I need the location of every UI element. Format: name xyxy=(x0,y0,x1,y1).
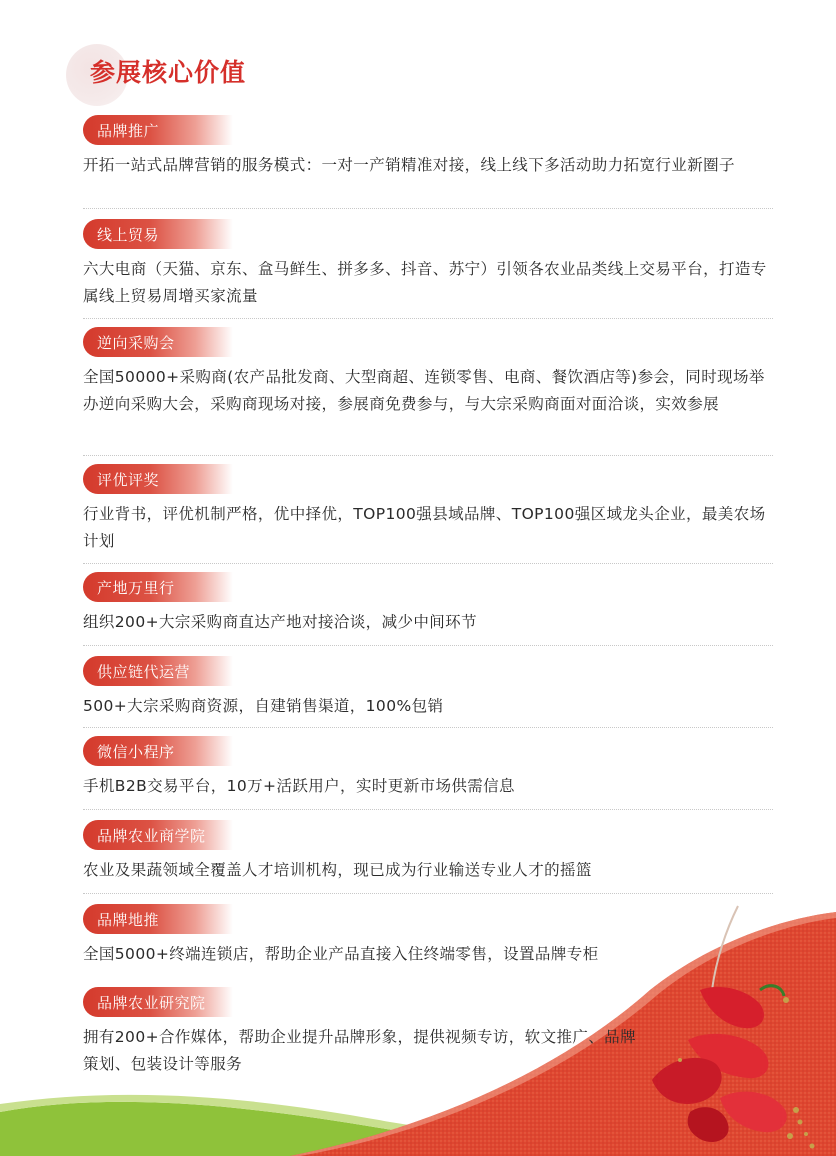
section-description: 全国5000+终端连锁店，帮助企业产品直接入住终端零售，设置品牌专柜 xyxy=(83,945,599,963)
section-brand-promotion xyxy=(83,115,773,179)
divider xyxy=(83,208,773,209)
section-tag xyxy=(83,656,233,686)
divider xyxy=(83,893,773,894)
section-tag-label: 逆向采购会 xyxy=(97,334,175,352)
section-online-trade xyxy=(83,219,773,310)
section-description: 手机B2B交易平台，10万+活跃用户，实时更新市场供需信息 xyxy=(83,777,515,795)
section-tag-label: 品牌推广 xyxy=(97,122,160,140)
section-tag xyxy=(83,987,233,1017)
divider xyxy=(83,809,773,810)
section-description: 500+大宗采购商资源，自建销售渠道，100%包销 xyxy=(83,697,444,715)
section-tag-label: 品牌农业研究院 xyxy=(97,994,206,1012)
section-tag-label: 品牌地推 xyxy=(97,911,160,929)
section-description: 行业背书，评优机制严格，优中择优，TOP100强县域品牌、TOP100强区域龙头企业，最美农场计划 xyxy=(83,505,766,550)
section-research-institute xyxy=(83,987,643,1078)
divider xyxy=(83,455,773,456)
divider xyxy=(83,727,773,728)
section-reverse-procurement xyxy=(83,327,773,418)
section-tag xyxy=(83,464,233,494)
section-tag-label: 评优评奖 xyxy=(97,471,160,489)
page-header xyxy=(66,44,326,108)
section-mini-program xyxy=(83,736,773,800)
section-tag xyxy=(83,904,233,934)
section-tag-label: 产地万里行 xyxy=(97,579,175,597)
divider xyxy=(83,563,773,564)
section-awards xyxy=(83,464,773,555)
section-description: 农业及果蔬领域全覆盖人才培训机构，现已成为行业输送专业人才的摇篮 xyxy=(83,861,592,879)
section-tag-label: 微信小程序 xyxy=(97,743,175,761)
section-tag xyxy=(83,219,233,249)
section-supply-chain xyxy=(83,656,773,720)
section-brand-ground-promotion xyxy=(83,904,773,968)
section-origin-tour xyxy=(83,572,773,636)
section-description: 六大电商（天猫、京东、盒马鲜生、拼多多、抖音、苏宁）引领各农业品类线上交易平台，打造专属线上贸易周增买家流量 xyxy=(83,260,767,305)
section-tag xyxy=(83,115,233,145)
section-tag-label: 品牌农业商学院 xyxy=(97,827,206,845)
divider xyxy=(83,318,773,319)
section-description: 组织200+大宗采购商直达产地对接洽谈，减少中间环节 xyxy=(83,613,477,631)
section-description: 开拓一站式品牌营销的服务模式：一对一产销精准对接，线上线下多活动助力拓宽行业新圈子 xyxy=(83,156,735,174)
section-tag xyxy=(83,327,233,357)
section-description: 拥有200+合作媒体，帮助企业提升品牌形象，提供视频专访，软文推广、品牌策划、包装设计等服务 xyxy=(83,1028,636,1073)
section-tag xyxy=(83,820,233,850)
section-tag-label: 线上贸易 xyxy=(97,226,160,244)
section-tag xyxy=(83,572,233,602)
section-tag xyxy=(83,736,233,766)
page-title: 参展核心价值 xyxy=(90,58,247,87)
section-description: 全国50000+采购商(农产品批发商、大型商超、连锁零售、电商、餐饮酒店等)参会，同时现场举办逆向采购大会，采购商现场对接，参展商免费参与，与大宗采购商面对面洽谈，实效参展 xyxy=(83,368,765,413)
section-business-school xyxy=(83,820,773,884)
section-tag-label: 供应链代运营 xyxy=(97,663,191,681)
divider xyxy=(83,645,773,646)
